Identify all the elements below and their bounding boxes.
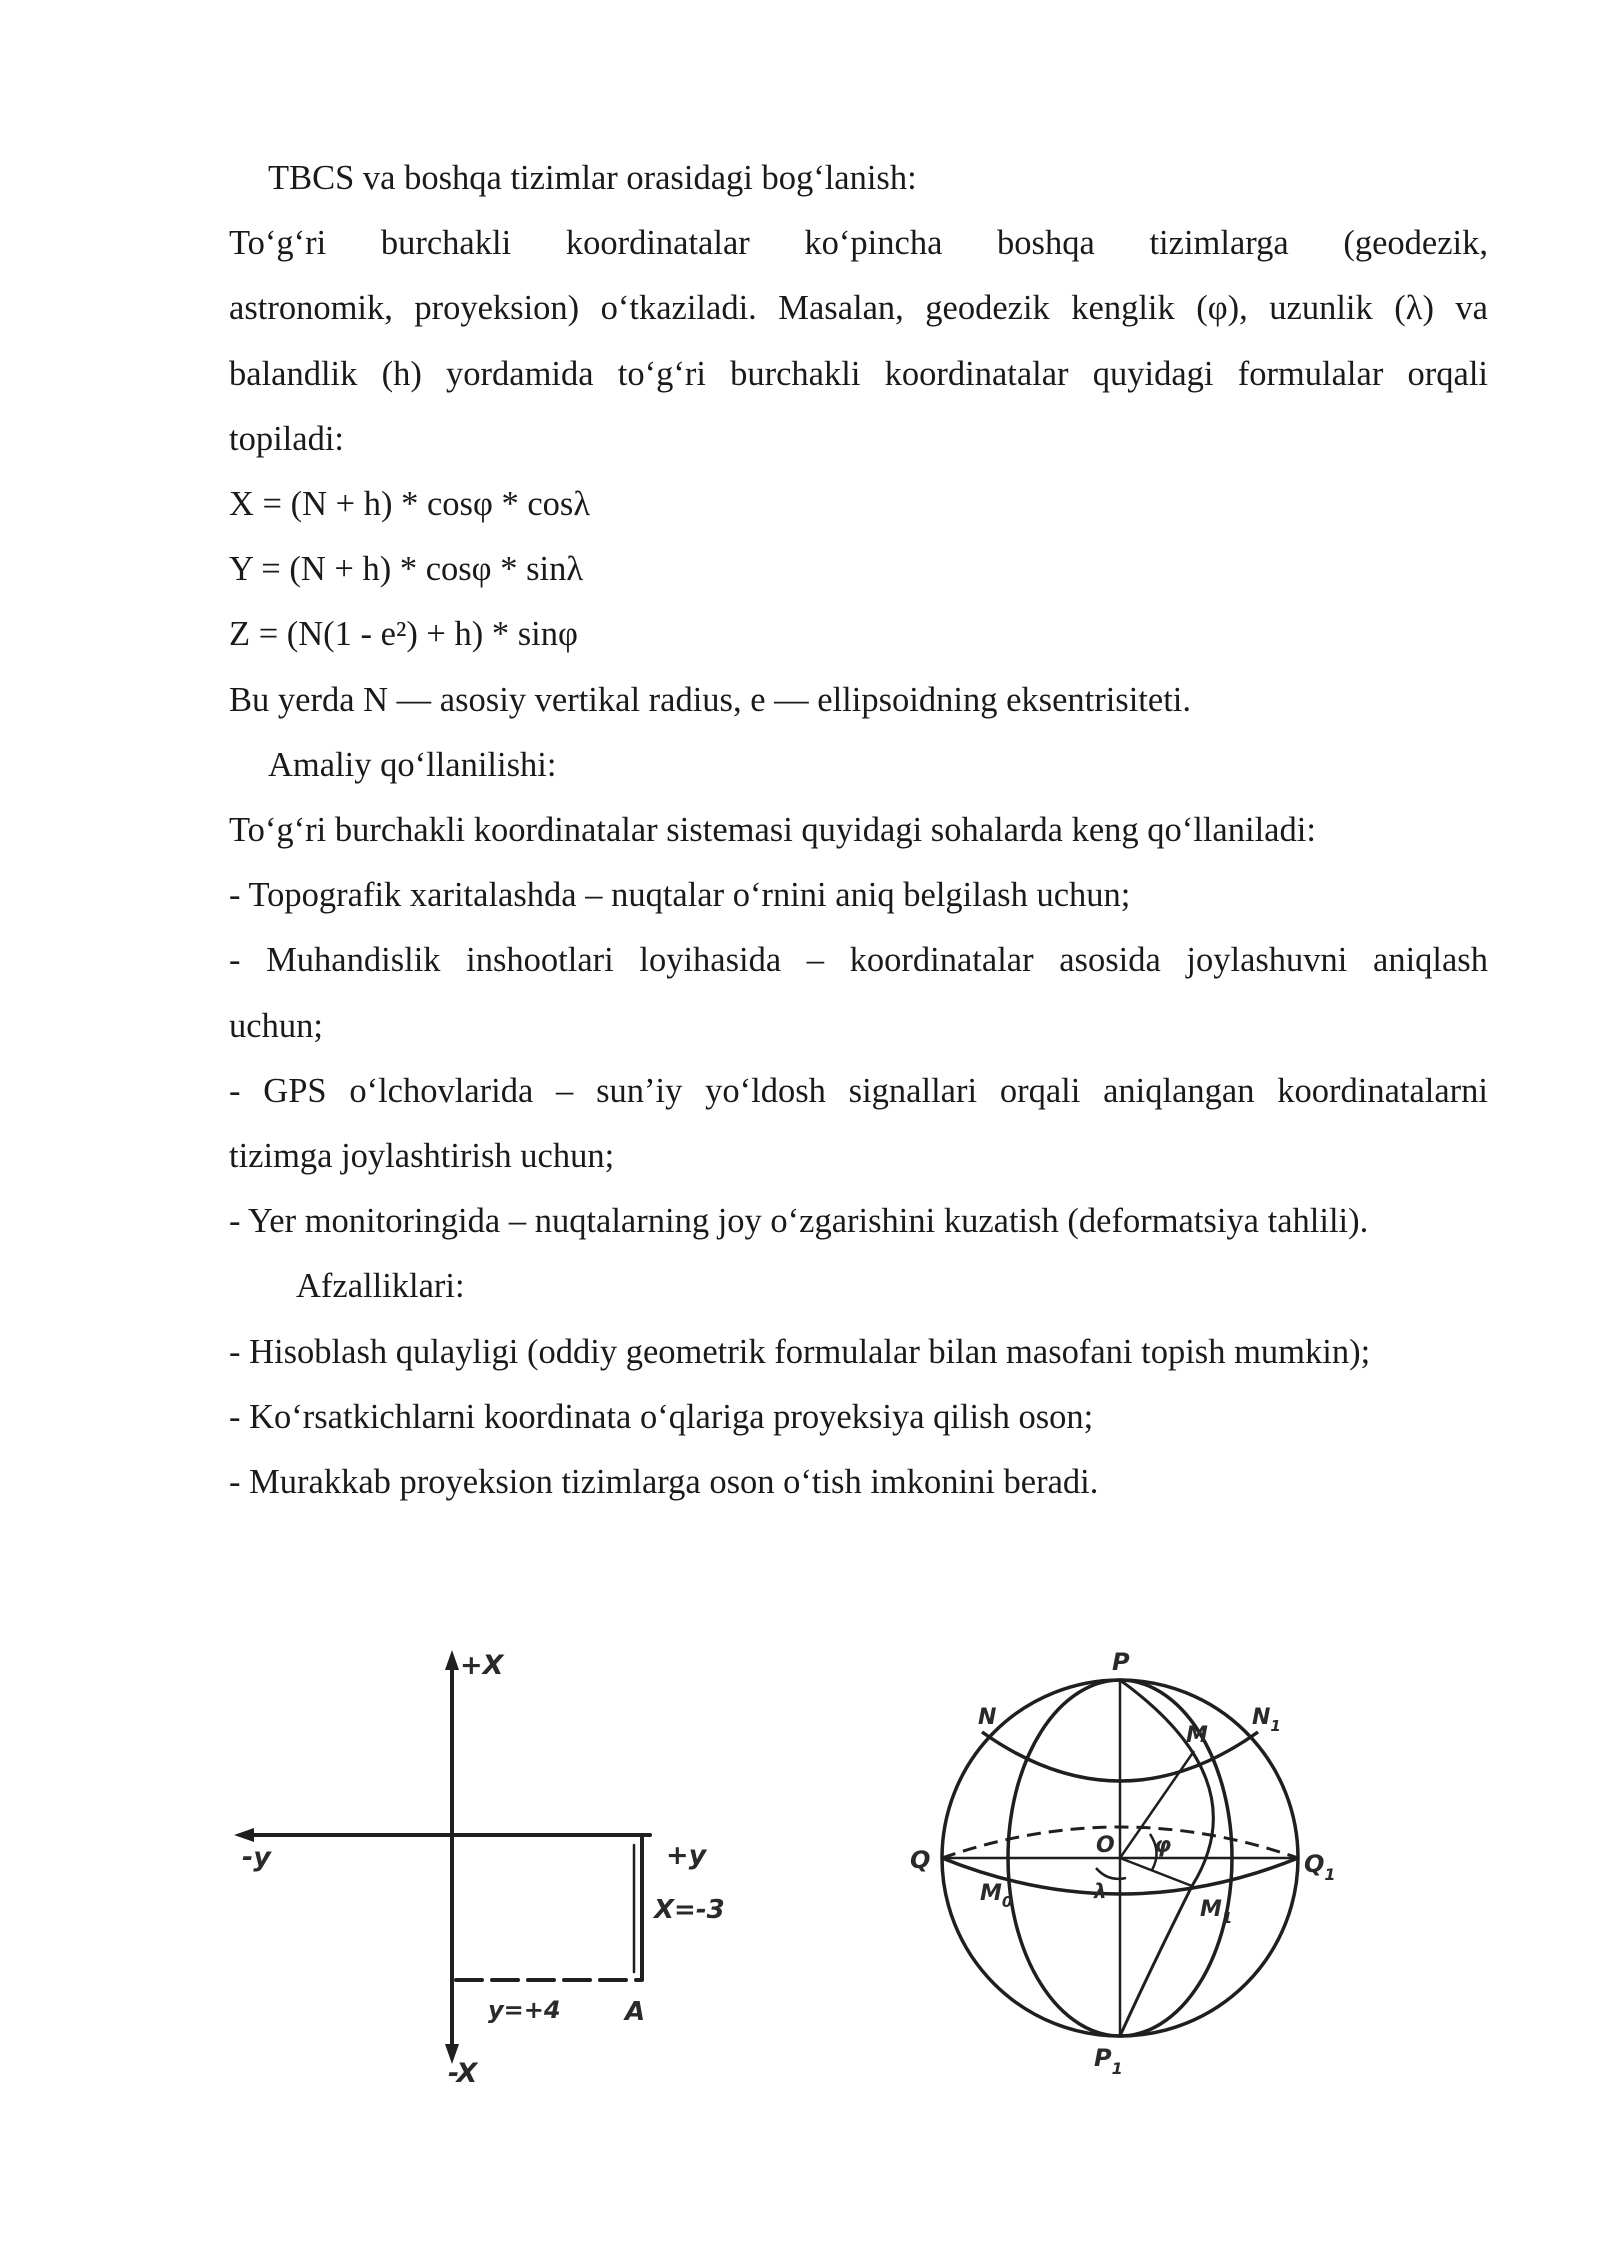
label-p1: $P_1$ xyxy=(1094,2044,1123,2078)
label-point-a: A xyxy=(625,1997,646,2027)
axes-diagram xyxy=(220,1640,740,2090)
label-plus-x: +X xyxy=(460,1650,504,1681)
list-item: - Yer monitoringida – nuqtalarning joy o‘zgarishini kuzatish (deformatsiya tahlili). xyxy=(229,1202,1369,1241)
label-y-value: y=+4 xyxy=(488,1996,561,2024)
sphere-diagram xyxy=(900,1620,1340,2090)
label-m1: $M_1$ xyxy=(1200,1897,1233,1927)
list-item: - Ko‘rsatkichlarni koordinata o‘qlariga proyeksiya qilish oson; xyxy=(229,1397,1094,1436)
section-heading-usage: Amaliy qo‘llanilishi: xyxy=(268,745,557,784)
label-x-value: X=-3 xyxy=(654,1895,725,1925)
paragraph-line: balandlik (h) yordamida to‘g‘ri burchakli koordinatalar quyidagi formulalar orqali xyxy=(229,354,1488,393)
paragraph-line: To‘g‘ri burchakli koordinatalar ko‘pincha boshqa tizimlarga (geodezik, xyxy=(229,224,1488,263)
arrow-up-icon xyxy=(445,1650,459,1670)
list-item: - Murakkab proyeksion tizimlarga oson o‘tish imkonini beradi. xyxy=(229,1463,1099,1502)
list-item: - Muhandislik inshootlari loyihasida – koordinatalar asosida joylashuvni aniqlash xyxy=(229,941,1488,980)
section-heading-relations: TBCS va boshqa tizimlar orasidagi bog‘lanish: xyxy=(268,159,917,197)
list-item-continuation: uchun; xyxy=(229,1006,323,1045)
label-m0: $M_0$ xyxy=(980,1881,1013,1911)
list-item: - Topografik xaritalashda – nuqtalar o‘rnini aniq belgilash uchun; xyxy=(229,876,1131,915)
formula-z: Z = (N(1 - e²) + h) * sinφ xyxy=(229,615,578,654)
label-minus-x: -X xyxy=(448,2058,478,2089)
label-o: O xyxy=(1096,1833,1115,1858)
label-n: N xyxy=(978,1705,997,1730)
paragraph-line: Bu yerda N — asosiy vertikal radius, e — ellipsoidning eksentrisiteti. xyxy=(229,680,1191,719)
lambda-angle-arc xyxy=(1096,1868,1126,1879)
body-text xyxy=(229,146,1488,1515)
section-heading-advantages: Afzalliklari: xyxy=(296,1267,465,1306)
label-n1: $N_1$ xyxy=(1252,1705,1281,1735)
list-item: - Hisoblash qulayligi (oddiy geometrik formulalar bilan masofani topish mumkin); xyxy=(229,1332,1371,1371)
label-plus-y: +y xyxy=(666,1840,707,1871)
paragraph-line: To‘g‘ri burchakli koordinatalar sistemasi quyidagi sohalarda keng qo‘llaniladi: xyxy=(229,811,1316,850)
sphere-figure xyxy=(900,1620,1340,2090)
label-q1: $Q_1$ xyxy=(1304,1850,1336,1884)
formula-x: X = (N + h) * cosφ * cosλ xyxy=(229,485,591,524)
label-phi: φ xyxy=(1154,1833,1172,1858)
label-m: M xyxy=(1186,1723,1208,1748)
paragraph-line: astronomik, proyeksion) o‘tkaziladi. Masalan, geodezik kenglik (φ), uzunlik (λ) va xyxy=(229,289,1488,328)
paragraph-line: topiladi: xyxy=(229,419,344,458)
formula-y: Y = (N + h) * cosφ * sinλ xyxy=(229,550,584,589)
axes-figure xyxy=(220,1640,740,2090)
list-item: - GPS o‘lchovlarida – sun’iy yo‘ldosh signallari orqali aniqlangan koordinatalarni xyxy=(229,1071,1488,1110)
label-p: P xyxy=(1112,1648,1130,1676)
label-q: Q xyxy=(910,1846,931,1874)
label-lambda: λ xyxy=(1094,1879,1107,1903)
label-minus-y: -y xyxy=(242,1842,271,1873)
list-item-continuation: tizimga joylashtirish uchun; xyxy=(229,1137,615,1176)
arrow-left-icon xyxy=(234,1828,254,1842)
